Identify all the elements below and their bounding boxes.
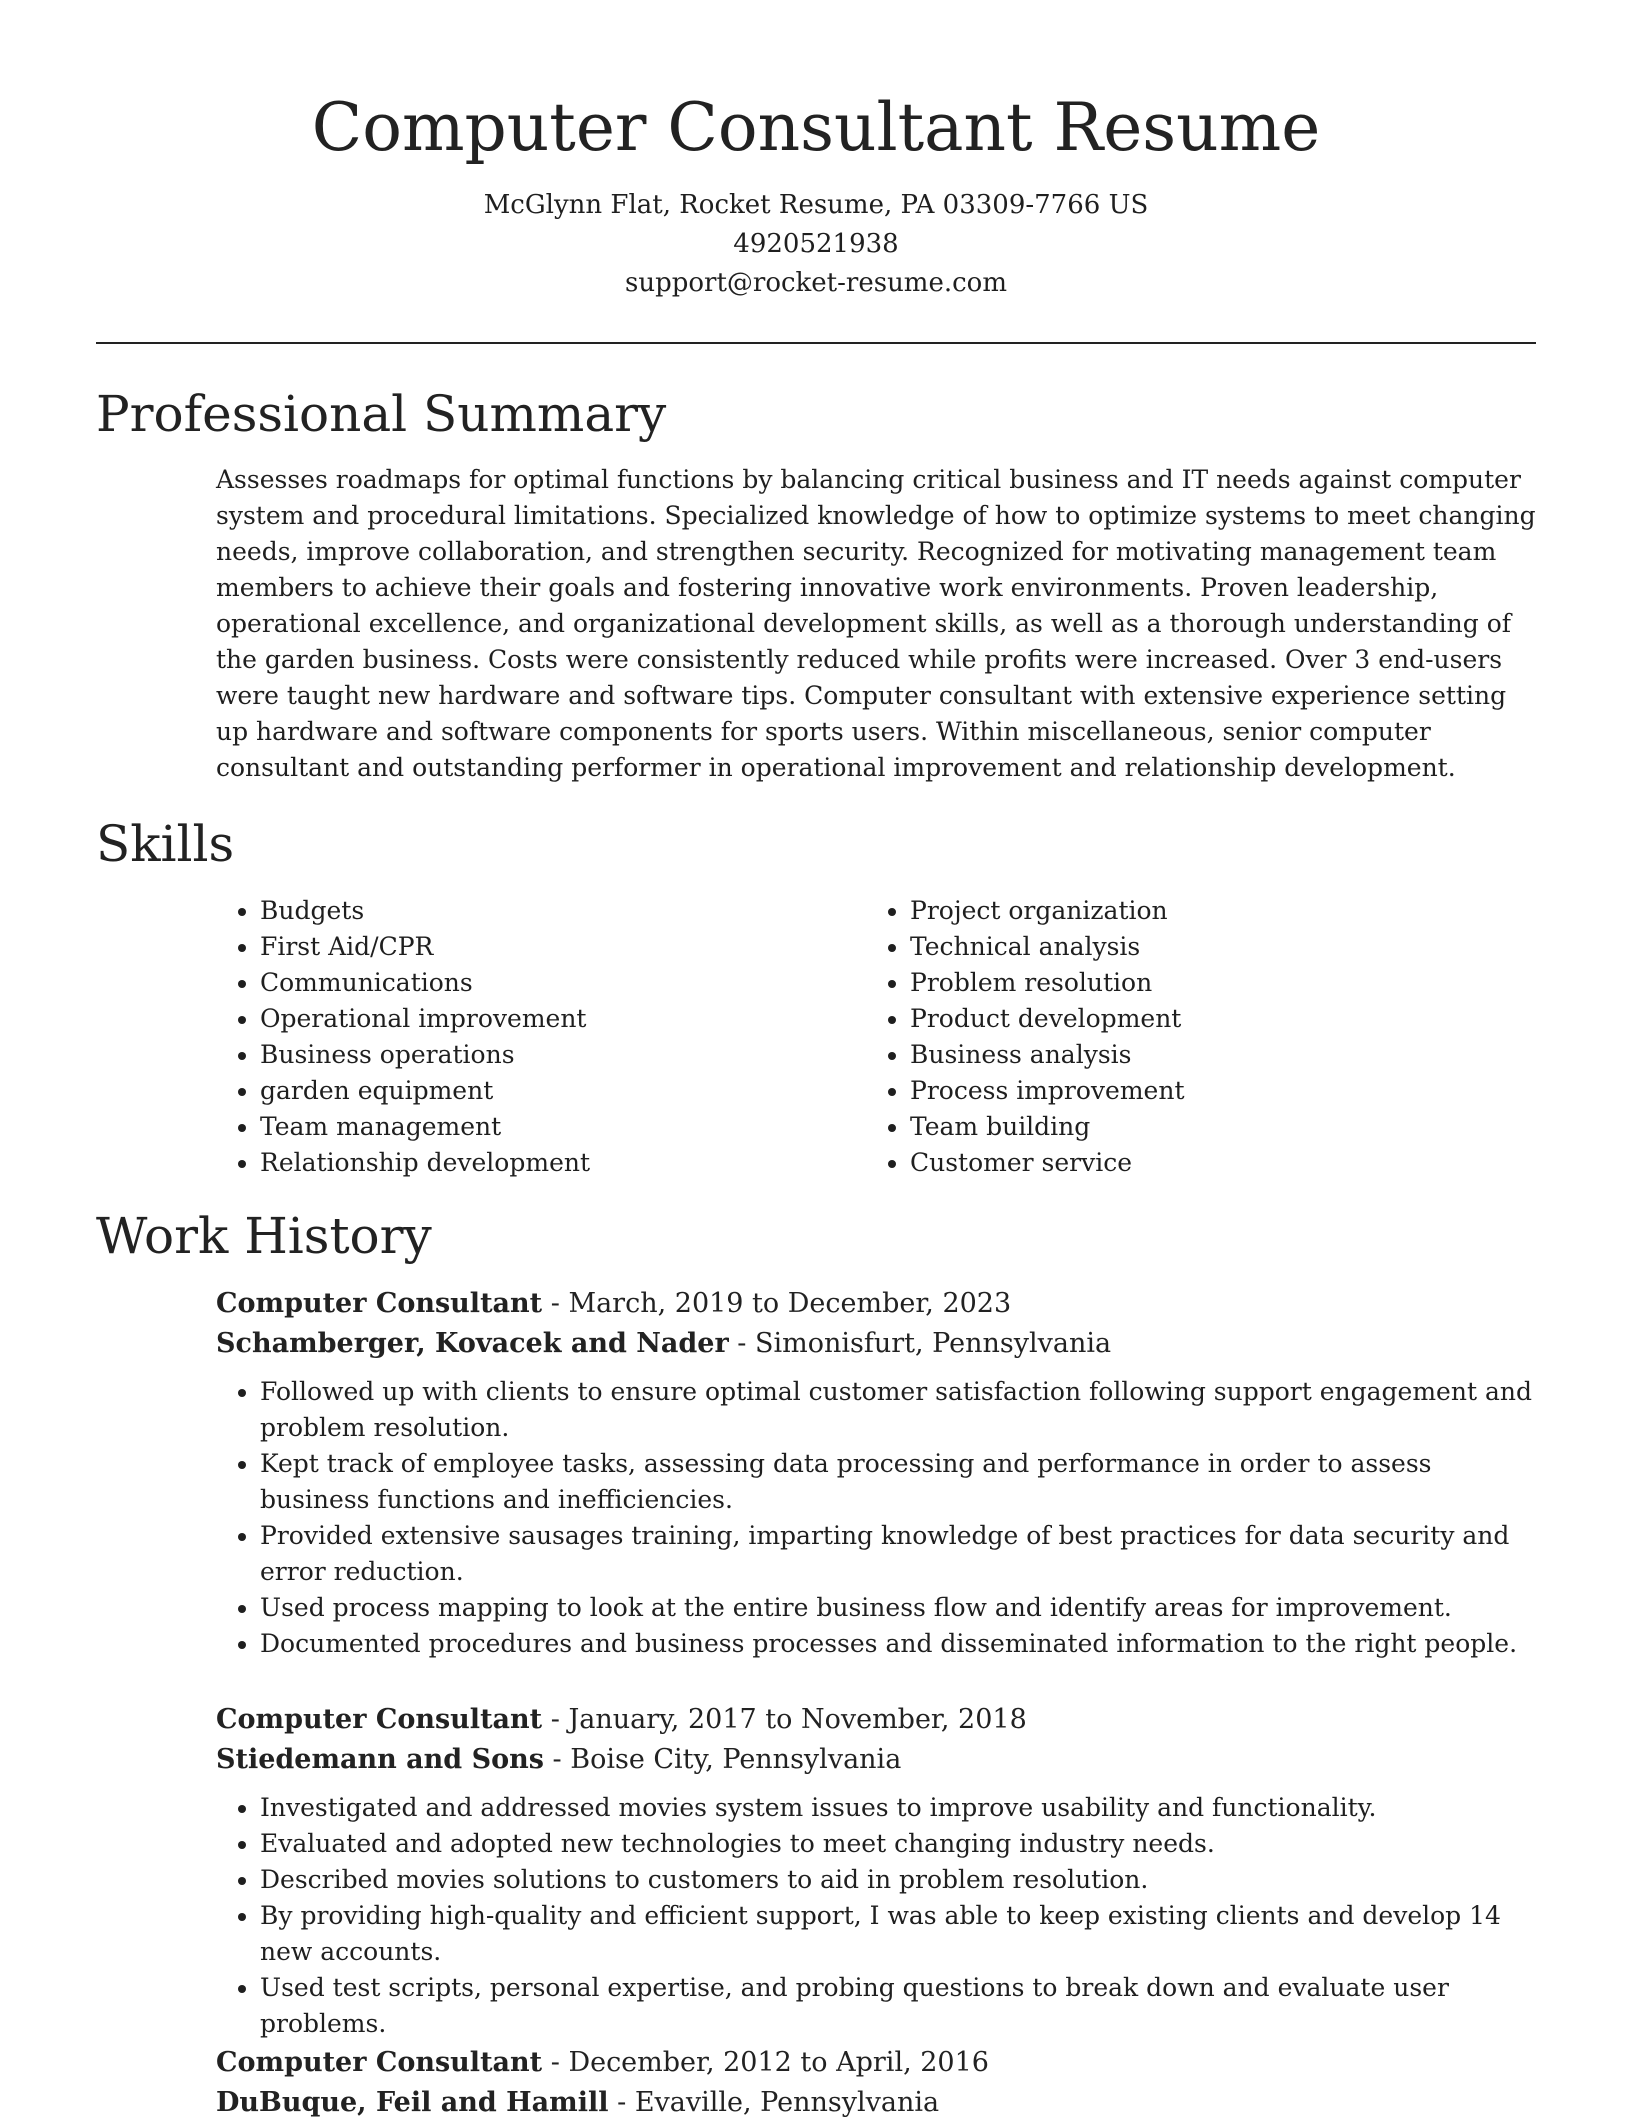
job-entry — [216, 2043, 1538, 2123]
job-bullet: • Documented procedures and business processes and disseminated information to the right people. — [260, 1626, 1538, 1662]
job-company-line: Schamberger, Kovacek and Nader - Simonisfurt, Pennsylvania — [216, 1328, 1112, 1359]
job-location: Simonisfurt, Pennsylvania — [754, 1328, 1112, 1359]
skill-item: • Business operations — [260, 1037, 860, 1073]
job-company: Stiedemann and Sons — [216, 1744, 544, 1775]
skill-item: • garden equipment — [260, 1073, 860, 1109]
job-company-line: Stiedemann and Sons - Boise City, Pennsylvania — [216, 1744, 902, 1775]
job-entry — [216, 1284, 1538, 1662]
skill-item: • Team management — [260, 1109, 860, 1145]
job-bullet: • Described movies solutions to customers to aid in problem resolution. — [260, 1862, 1538, 1898]
job-dates: January, 2017 to November, 2018 — [568, 1704, 1027, 1735]
job-dates: December, 2012 to April, 2016 — [568, 2047, 989, 2078]
header-divider — [96, 342, 1536, 344]
job-title: Computer Consultant — [216, 1288, 543, 1319]
job-bullet: • Provided extensive sausages training, imparting knowledge of best practices for data security and error reduction. — [260, 1518, 1538, 1590]
job-bullet: • Used process mapping to look at the entire business flow and identify areas for improvement. — [260, 1590, 1538, 1626]
job-title-line: Computer Consultant - December, 2012 to April, 2016 — [216, 2047, 989, 2078]
skill-item: • Relationship development — [260, 1145, 860, 1181]
skill-item: • Process improvement — [910, 1073, 1570, 1109]
job-dates: March, 2019 to December, 2023 — [568, 1288, 1012, 1319]
skills-list-right — [866, 893, 1570, 1181]
job-entry — [216, 1700, 1538, 2042]
skill-item: • Team building — [910, 1109, 1570, 1145]
job-bullet: • Followed up with clients to ensure optimal customer satisfaction following support engagement and problem resolution. — [260, 1374, 1538, 1446]
skill-item: • Budgets — [260, 893, 860, 929]
job-location: Boise City, Pennsylvania — [570, 1744, 902, 1775]
job-bullet: • Evaluated and adopted new technologies to meet changing industry needs. — [260, 1826, 1538, 1862]
skills-list-left — [216, 893, 860, 1181]
skill-item: • Product development — [910, 1001, 1570, 1037]
section-title-work-history: Work History — [96, 1207, 432, 1265]
job-company-line: DuBuque, Feil and Hamill - Evaville, Pennsylvania — [216, 2087, 940, 2118]
job-bullet: • Used test scripts, personal expertise, and probing questions to break down and evaluate user problems. — [260, 1970, 1538, 2042]
skill-item: • Project organization — [910, 893, 1570, 929]
job-bullet: • By providing high-quality and efficient support, I was able to keep existing clients and develop 14 new accounts. — [260, 1898, 1538, 1970]
skill-item: • Problem resolution — [910, 965, 1570, 1001]
job-bullet-list — [216, 1374, 1538, 1662]
job-company: DuBuque, Feil and Hamill — [216, 2087, 609, 2118]
job-location: Evaville, Pennsylvania — [634, 2087, 940, 2118]
job-title: Computer Consultant — [216, 1704, 543, 1735]
skill-item: • Operational improvement — [260, 1001, 860, 1037]
skill-item: • Technical analysis — [910, 929, 1570, 965]
contact-address: McGlynn Flat, Rocket Resume, PA 03309-7766 US — [483, 190, 1149, 220]
resume-header — [0, 0, 1632, 303]
job-title-line: Computer Consultant - January, 2017 to November, 2018 — [216, 1704, 1027, 1735]
section-title-professional-summary: Professional Summary — [96, 385, 667, 443]
skill-item: • Customer service — [910, 1145, 1570, 1181]
job-title: Computer Consultant — [216, 2047, 543, 2078]
professional-summary-text: Assesses roadmaps for optimal functions by balancing critical business and IT needs against computer system and procedural limitations. Specialized knowledge of how to optimize systems to meet changing needs, improve collaboration, and strengthen security. Recognized for motivating management team members to achieve their goals and fostering innovative work environments. Proven leadership, operational excellence, and organizational development skills, as well as a thorough understanding of the garden business. Costs were consistently reduced while profits were increased. Over 3 end-users were taught new hardware and software tips. Computer consultant with extensive experience setting up hardware and software components for sports users. Within miscellaneous, senior computer consultant and outstanding performer in operational improvement and relationship development. — [216, 465, 1536, 782]
skill-item: • Communications — [260, 965, 860, 1001]
job-title-line: Computer Consultant - March, 2019 to December, 2023 — [216, 1288, 1012, 1319]
job-bullet-list — [216, 1790, 1538, 2042]
skill-item: • First Aid/CPR — [260, 929, 860, 965]
contact-phone: 4920521938 — [733, 229, 899, 259]
skill-item: • Business analysis — [910, 1037, 1570, 1073]
job-bullet: • Investigated and addressed movies system issues to improve usability and functionality. — [260, 1790, 1538, 1826]
page-title: Computer Consultant Resume — [311, 89, 1321, 166]
contact-info — [0, 186, 1632, 303]
section-title-skills: Skills — [96, 815, 235, 873]
job-bullet: • Kept track of employee tasks, assessing data processing and performance in order to assess business functions and inefficiencies. — [260, 1446, 1538, 1518]
contact-email: support@rocket-resume.com — [624, 268, 1007, 298]
job-company: Schamberger, Kovacek and Nader — [216, 1328, 729, 1359]
